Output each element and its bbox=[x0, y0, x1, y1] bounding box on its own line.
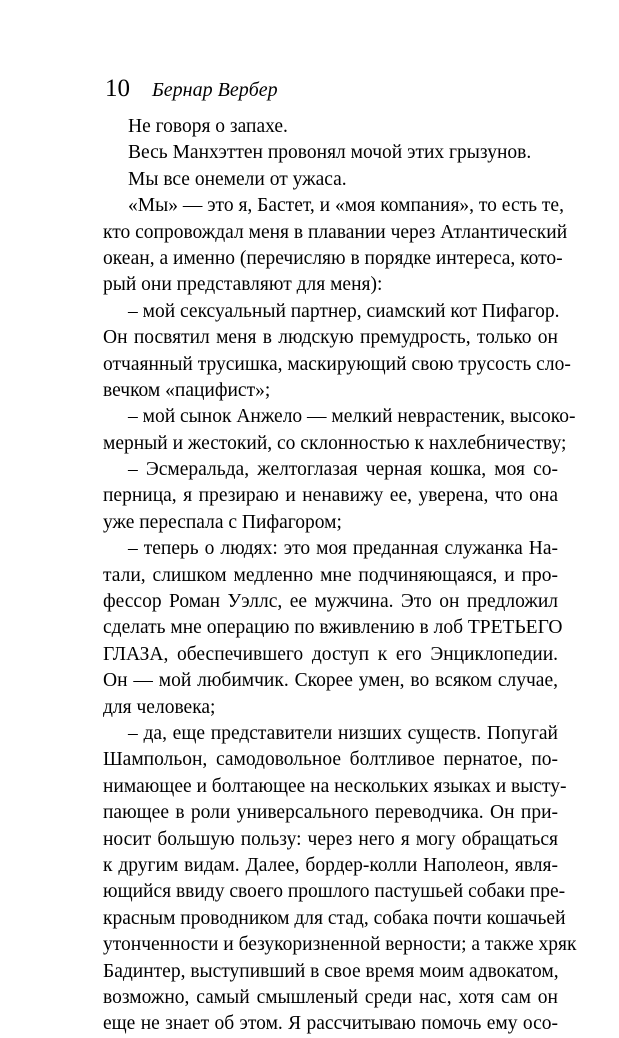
text-line: – да, еще представители низших существ. Попугай bbox=[128, 722, 558, 744]
text-line: для человека; bbox=[103, 696, 216, 718]
text-line: Он — мой любимчик. Скорее умен, во всяком случае, bbox=[103, 670, 558, 692]
text-line: носит большую пользу: через него я могу обращаться bbox=[103, 828, 558, 850]
text-line: Весь Манхэттен провонял мочой этих грызунов. bbox=[128, 142, 532, 164]
text-line: уже переспала с Пифагором; bbox=[103, 511, 342, 533]
text-line: Шампольон, самодовольное болтливое пернатое, по- bbox=[103, 749, 558, 771]
text-line: возможно, самый смышленый среди нас, хотя сам он bbox=[103, 986, 558, 1008]
text-line: пающее в роли универсального переводчика. Он при- bbox=[103, 802, 558, 824]
text-line: – мой сынок Анжело — мелкий неврастеник, высоко- bbox=[128, 406, 576, 428]
text-line: ГЛАЗА, обеспечившего доступ к его Энциклопедии. bbox=[103, 643, 558, 665]
text-line: кто сопровождал меня в плавании через Атлантический bbox=[103, 221, 568, 243]
text-line: фессор Роман Уэллс, ее мужчина. Это он предложил bbox=[103, 591, 558, 613]
text-line: Мы все онемели от ужаса. bbox=[128, 168, 347, 190]
page-number: 10 bbox=[105, 75, 130, 102]
text-line: – Эсмеральда, желтоглазая черная кошка, моя со- bbox=[128, 459, 558, 481]
text-line: к другим видам. Далее, бордер-колли Наполеон, явля- bbox=[103, 854, 558, 876]
text-line: Бадинтер, выступивший в свое время моим адвокатом, bbox=[103, 960, 559, 982]
text-line: утонченности и безукоризненной верности; а также хряк bbox=[103, 934, 577, 956]
text-line: «Мы» — это я, Бастет, и «моя компания», то есть те, bbox=[128, 195, 564, 217]
text-line: перница, я презираю и ненавижу ее, уверена, что она bbox=[103, 485, 558, 507]
text-line: сделать мне операцию по вживлению в лоб ТРЕТЬЕГО bbox=[103, 617, 563, 639]
text-line: еще не знает об этом. Я рассчитываю помочь ему осо- bbox=[103, 1013, 558, 1035]
text-line: красным проводником для стад, собака почти кошачьей bbox=[103, 907, 566, 929]
body-text bbox=[103, 114, 577, 1038]
text-line: – мой сексуальный партнер, сиамский кот Пифагор. bbox=[128, 300, 560, 322]
text-line: рый они представляют для меня): bbox=[103, 274, 383, 296]
text-line: Он посвятил меня в людскую премудрость, только он bbox=[103, 327, 558, 349]
text-line: – теперь о людях: это моя преданная служанка На- bbox=[128, 538, 558, 560]
text-line: Не говоря о запахе. bbox=[128, 116, 288, 137]
text-line: океан, а именно (перечисляю в порядке интереса, кото- bbox=[103, 247, 563, 269]
page-header bbox=[105, 73, 278, 105]
text-line: мерный и жестокий, со склонностью к нахлебничеству; bbox=[103, 432, 567, 454]
text-line: тали, слишком медленно мне подчиняющаяся, и про- bbox=[103, 564, 558, 586]
running-title-author: Бернар Вербер bbox=[152, 79, 278, 101]
text-line: нимающее и болтающее на нескольких языках и высту- bbox=[103, 775, 567, 797]
text-line: ющийся ввиду своего прошлого пастушьей собаки пре- bbox=[103, 881, 566, 903]
text-line: вечком «пацифист»; bbox=[103, 379, 271, 401]
text-line: отчаянный трусишка, маскирующий свою трусость сло- bbox=[103, 353, 571, 375]
